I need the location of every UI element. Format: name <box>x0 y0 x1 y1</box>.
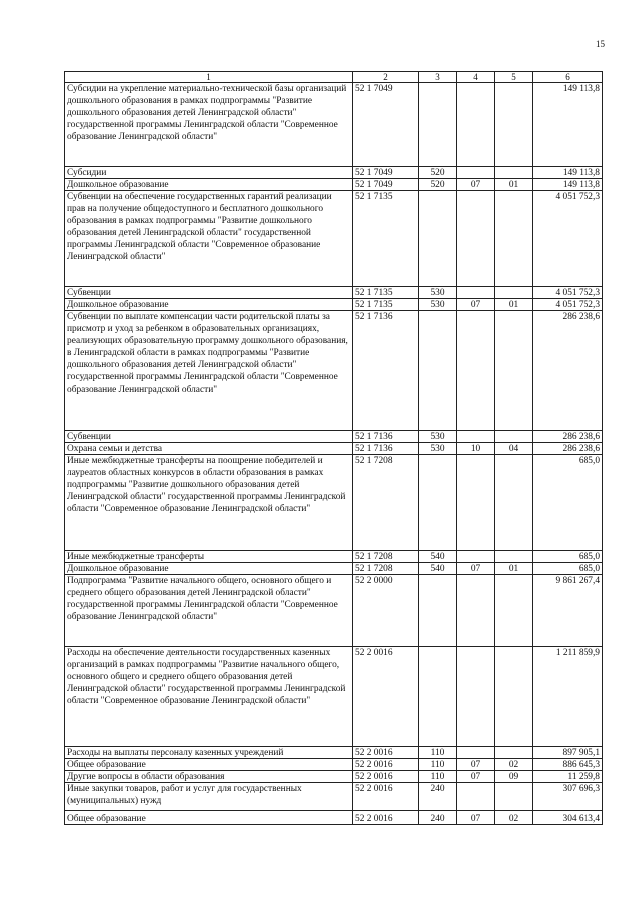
row-vr: 240 <box>419 783 457 811</box>
row-code: 52 2 0016 <box>353 811 419 825</box>
row-amount: 1 211 859,9 <box>533 647 603 747</box>
table-row <box>65 783 603 811</box>
row-code: 52 1 7135 <box>353 299 419 311</box>
row-code: 52 2 0000 <box>353 575 419 647</box>
row-code: 52 2 0016 <box>353 771 419 783</box>
row-vr: 520 <box>419 167 457 179</box>
row-pr: 01 <box>495 299 533 311</box>
row-pr <box>495 747 533 759</box>
row-rz <box>457 783 495 811</box>
row-name: Другие вопросы в области образования <box>65 771 353 783</box>
row-name: Субвенции <box>65 287 353 299</box>
row-name: Подпрограмма "Развитие начального общего, основного общего и среднего общего образования детей Ленинградской области" государственной программы Ленинградской области "Современное образование Ленинградской области" <box>65 575 353 647</box>
row-name: Расходы на выплаты персоналу казенных учреждений <box>65 747 353 759</box>
column-header: 2 <box>353 72 419 83</box>
row-rz: 10 <box>457 443 495 455</box>
row-rz: 07 <box>457 299 495 311</box>
row-code: 52 2 0016 <box>353 747 419 759</box>
row-rz <box>457 311 495 431</box>
budget-table <box>64 71 603 825</box>
row-name: Субсидии <box>65 167 353 179</box>
row-amount: 286 238,6 <box>533 443 603 455</box>
row-vr: 520 <box>419 179 457 191</box>
row-pr <box>495 83 533 167</box>
row-amount: 149 113,8 <box>533 167 603 179</box>
table-row <box>65 191 603 287</box>
row-vr <box>419 575 457 647</box>
row-vr <box>419 455 457 551</box>
table-header-row <box>65 72 603 83</box>
row-pr <box>495 167 533 179</box>
row-pr <box>495 783 533 811</box>
row-vr: 530 <box>419 431 457 443</box>
row-rz: 07 <box>457 179 495 191</box>
column-header: 6 <box>533 72 603 83</box>
row-code: 52 1 7049 <box>353 83 419 167</box>
row-name: Расходы на обеспечение деятельности государственных казенных организаций в рамках подпрограммы "Развитие начального общего, основного общего и среднего общего образования детей Ленинградской области" государственной программы Ленинградской области "Современное образование Ленинградской области" <box>65 647 353 747</box>
row-amount: 286 238,6 <box>533 311 603 431</box>
column-header: 5 <box>495 72 533 83</box>
row-code: 52 1 7208 <box>353 563 419 575</box>
row-pr: 01 <box>495 563 533 575</box>
row-amount: 4 051 752,3 <box>533 287 603 299</box>
row-rz <box>457 647 495 747</box>
row-vr: 110 <box>419 759 457 771</box>
table-row <box>65 443 603 455</box>
row-pr <box>495 575 533 647</box>
row-pr <box>495 647 533 747</box>
row-code: 52 1 7136 <box>353 431 419 443</box>
row-name: Охрана семьи и детства <box>65 443 353 455</box>
table-row <box>65 771 603 783</box>
row-amount: 9 861 267,4 <box>533 575 603 647</box>
table-row <box>65 431 603 443</box>
row-name: Иные межбюджетные трансферты <box>65 551 353 563</box>
row-pr: 04 <box>495 443 533 455</box>
row-amount: 897 905,1 <box>533 747 603 759</box>
row-amount: 304 613,4 <box>533 811 603 825</box>
row-name: Общее образование <box>65 759 353 771</box>
row-amount: 4 051 752,3 <box>533 299 603 311</box>
row-rz: 07 <box>457 771 495 783</box>
row-amount: 886 645,3 <box>533 759 603 771</box>
table-row <box>65 563 603 575</box>
row-name: Иные межбюджетные трансферты на поощрение победителей и лауреатов областных конкурсов в области образования в рамках подпрограммы "Развитие дошкольного образования детей Ленинградской области" государственной программы Ленинградской области "Современное образование Ленинградской области" <box>65 455 353 551</box>
row-code: 52 1 7136 <box>353 443 419 455</box>
row-rz: 07 <box>457 563 495 575</box>
row-pr <box>495 287 533 299</box>
row-name: Дошкольное образование <box>65 299 353 311</box>
row-vr: 540 <box>419 563 457 575</box>
table-row <box>65 551 603 563</box>
table-row <box>65 179 603 191</box>
row-code: 52 1 7049 <box>353 167 419 179</box>
row-rz: 07 <box>457 759 495 771</box>
table-row <box>65 747 603 759</box>
row-code: 52 1 7208 <box>353 551 419 563</box>
row-rz <box>457 747 495 759</box>
row-name: Иные закупки товаров, работ и услуг для государственных (муниципальных) нужд <box>65 783 353 811</box>
row-code: 52 1 7049 <box>353 179 419 191</box>
row-vr: 530 <box>419 299 457 311</box>
table-row <box>65 647 603 747</box>
table-row <box>65 575 603 647</box>
row-pr <box>495 551 533 563</box>
row-pr: 01 <box>495 179 533 191</box>
row-code: 52 2 0016 <box>353 783 419 811</box>
row-name: Дошкольное образование <box>65 563 353 575</box>
table-row <box>65 83 603 167</box>
row-vr: 530 <box>419 443 457 455</box>
row-amount: 4 051 752,3 <box>533 191 603 287</box>
row-code: 52 1 7135 <box>353 287 419 299</box>
page-number: 15 <box>596 39 605 49</box>
row-vr: 110 <box>419 771 457 783</box>
row-rz: 07 <box>457 811 495 825</box>
row-pr: 02 <box>495 759 533 771</box>
row-vr <box>419 311 457 431</box>
row-vr <box>419 83 457 167</box>
row-rz <box>457 191 495 287</box>
row-pr <box>495 311 533 431</box>
row-vr <box>419 647 457 747</box>
column-header: 4 <box>457 72 495 83</box>
row-name: Общее образование <box>65 811 353 825</box>
column-header: 1 <box>65 72 353 83</box>
row-amount: 685,0 <box>533 551 603 563</box>
row-code: 52 1 7136 <box>353 311 419 431</box>
row-pr <box>495 455 533 551</box>
row-amount: 685,0 <box>533 563 603 575</box>
row-code: 52 2 0016 <box>353 759 419 771</box>
row-vr: 540 <box>419 551 457 563</box>
row-rz <box>457 551 495 563</box>
row-rz <box>457 431 495 443</box>
row-name: Субвенции <box>65 431 353 443</box>
row-amount: 685,0 <box>533 455 603 551</box>
row-pr <box>495 191 533 287</box>
table-row <box>65 811 603 825</box>
row-name: Субвенции по выплате компенсации части родительской платы за присмотр и уход за ребенком в образовательных организациях, реализующих образовательную программу дошкольного образования, в Ленинградской области в рамках подпрограммы "Развитие дошкольного образования детей Ленинградской области" государственной программы Ленинградской области "Современное образование Ленинградской области" <box>65 311 353 431</box>
row-vr <box>419 191 457 287</box>
row-amount: 149 113,8 <box>533 83 603 167</box>
row-name: Дошкольное образование <box>65 179 353 191</box>
table-row <box>65 287 603 299</box>
row-amount: 11 259,8 <box>533 771 603 783</box>
row-vr: 240 <box>419 811 457 825</box>
table-row <box>65 311 603 431</box>
row-rz <box>457 455 495 551</box>
table-row <box>65 299 603 311</box>
row-rz <box>457 575 495 647</box>
row-amount: 286 238,6 <box>533 431 603 443</box>
table-row <box>65 167 603 179</box>
row-vr: 110 <box>419 747 457 759</box>
row-name: Субсидии на укрепление материально-технической базы организаций дошкольного образования в рамках подпрограммы "Развитие дошкольного образования детей Ленинградской области" государственной программы Ленинградской области "Современное образование Ленинградской области" <box>65 83 353 167</box>
row-name: Субвенции на обеспечение государственных гарантий реализации прав на получение общедоступного и бесплатного дошкольного образования в рамках подпрограммы "Развитие дошкольного образования детей Ленинградской области" государственной программы Ленинградской области "Современное образование Ленинградской области" <box>65 191 353 287</box>
row-pr: 09 <box>495 771 533 783</box>
table-row <box>65 455 603 551</box>
row-rz <box>457 83 495 167</box>
row-amount: 307 696,3 <box>533 783 603 811</box>
row-pr: 02 <box>495 811 533 825</box>
row-code: 52 1 7208 <box>353 455 419 551</box>
row-vr: 530 <box>419 287 457 299</box>
table-row <box>65 759 603 771</box>
row-pr <box>495 431 533 443</box>
column-header: 3 <box>419 72 457 83</box>
row-code: 52 2 0016 <box>353 647 419 747</box>
row-amount: 149 113,8 <box>533 179 603 191</box>
row-rz <box>457 167 495 179</box>
row-code: 52 1 7135 <box>353 191 419 287</box>
row-rz <box>457 287 495 299</box>
